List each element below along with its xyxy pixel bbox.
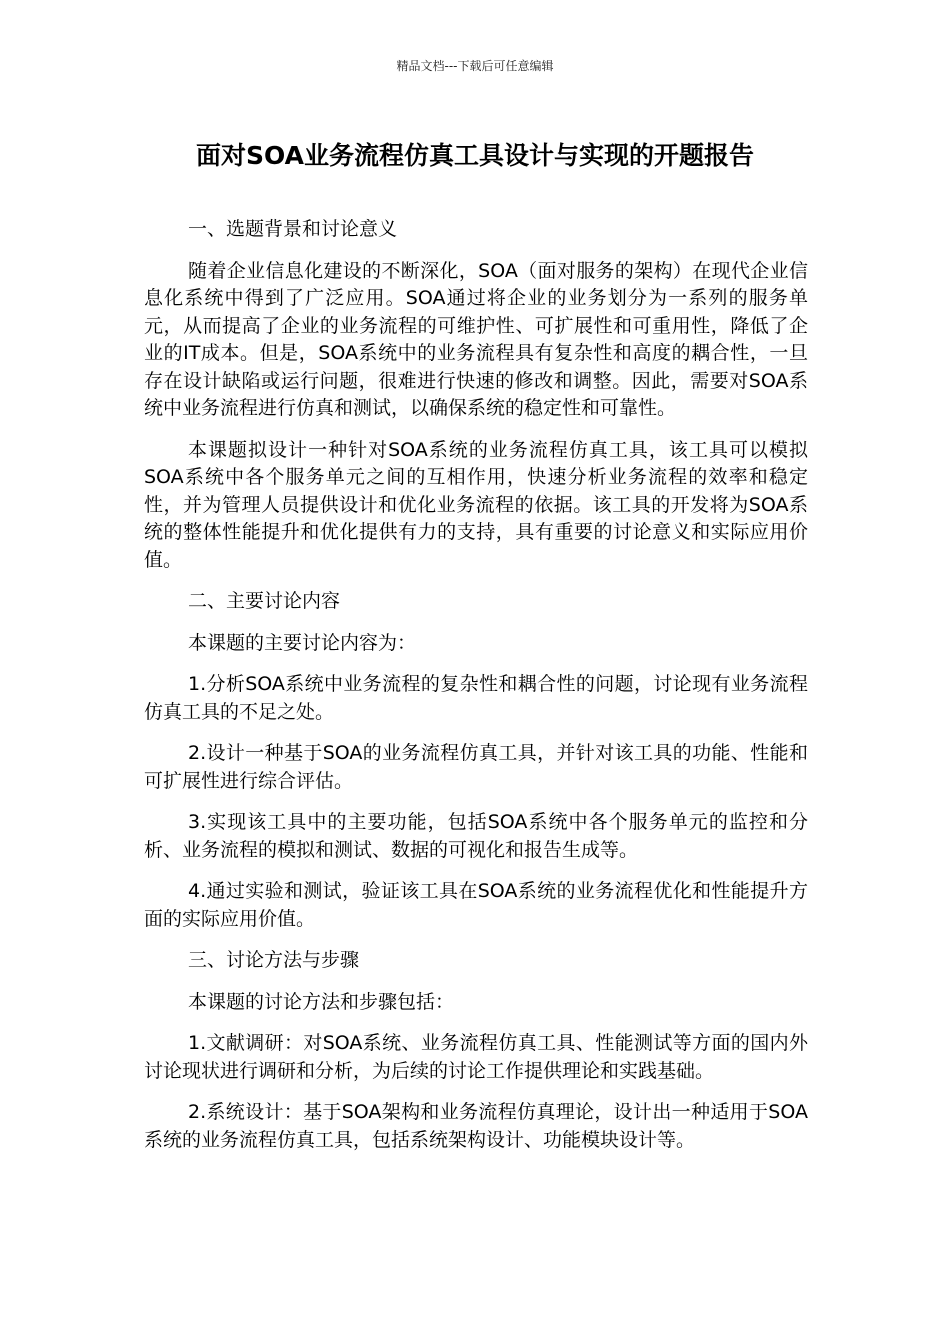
list-item-content-3: 3.实现该工具中的主要功能，包括SOA系统中各个服务单元的监控和分析、业务流程的模拟和测试、数据的可视化和报告生成等。 xyxy=(144,811,808,861)
document-body xyxy=(144,216,808,1168)
paragraph-methods-intro: 本课题的讨论方法和步骤包括： xyxy=(188,990,455,1013)
section-heading-content: 二、主要讨论内容 xyxy=(188,590,341,612)
paragraph-background-1: 随着企业信息化建设的不断深化，SOA（面对服务的架构）在现代企业信息化系统中得到了广泛应用。SOA通过将企业的业务划分为一系列的服务单元，从而提高了企业的业务流程的可维护性、可扩展性和可重用性，降低了企业的IT成本。但是，SOA系统中的业务流程具有复杂性和高度的耦合性，一旦存在设计缺陷或运行问题，很难进行快速的修改和调整。因此，需要对SOA系统中业务流程进行仿真和测试，以确保系统的稳定性和可靠性。 xyxy=(144,259,808,419)
list-item-content-1: 1.分析SOA系统中业务流程的复杂性和耦合性的问题，讨论现有业务流程仿真工具的不足之处。 xyxy=(144,673,808,723)
section-heading-methods: 三、讨论方法与步骤 xyxy=(188,949,360,971)
list-item-methods-2: 2.系统设计：基于SOA架构和业务流程仿真理论，设计出一种适用于SOA系统的业务流程仿真工具，包括系统架构设计、功能模块设计等。 xyxy=(144,1101,808,1151)
list-item-content-2: 2.设计一种基于SOA的业务流程仿真工具，并针对该工具的功能、性能和可扩展性进行综合评估。 xyxy=(144,742,808,792)
page-header: 精品文档---下载后可任意编辑 xyxy=(396,59,554,73)
paragraph-background-2: 本课题拟设计一种针对SOA系统的业务流程仿真工具，该工具可以模拟SOA系统中各个服务单元之间的互相作用，快速分析业务流程的效率和稳定性，并为管理人员提供设计和优化业务流程的依据。该工具的开发将为SOA系统的整体性能提升和优化提供有力的支持，具有重要的讨论意义和实际应用价值。 xyxy=(144,438,808,571)
paragraph-content-intro: 本课题的主要讨论内容为： xyxy=(188,631,417,654)
list-item-content-4: 4.通过实验和测试，验证该工具在SOA系统的业务流程优化和性能提升方面的实际应用价值。 xyxy=(144,880,808,930)
document-title: 面对SOA业务流程仿真工具设计与实现的开题报告 xyxy=(196,141,754,170)
section-heading-background: 一、选题背景和讨论意义 xyxy=(188,218,398,240)
list-item-methods-1: 1.文献调研：对SOA系统、业务流程仿真工具、性能测试等方面的国内外讨论现状进行调研和分析，为后续的讨论工作提供理论和实践基础。 xyxy=(144,1032,808,1082)
